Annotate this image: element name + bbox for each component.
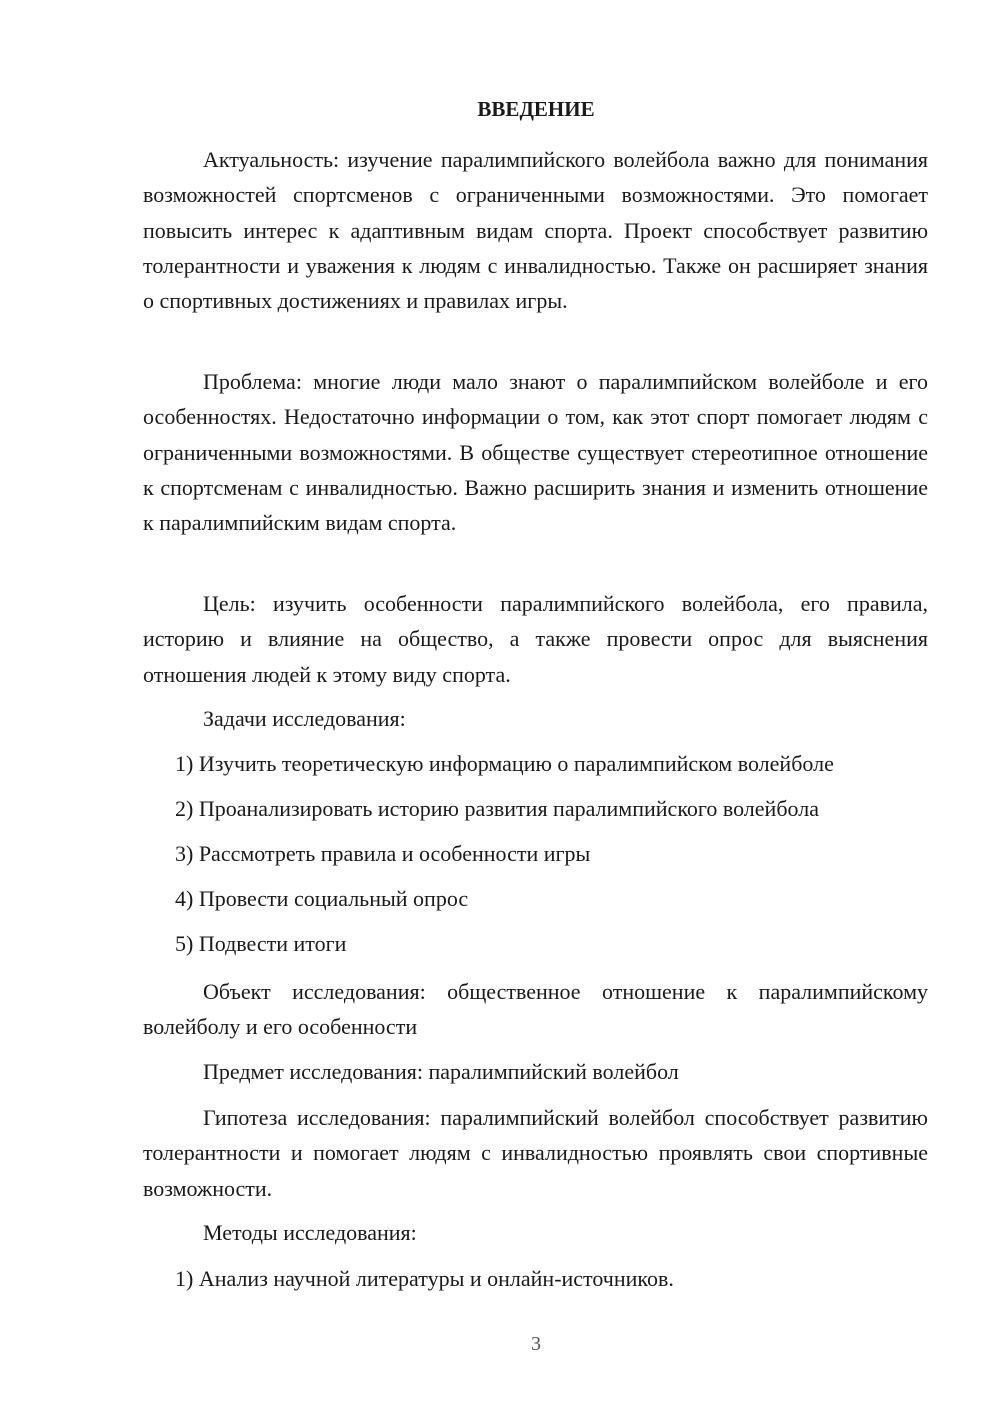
hypothesis-paragraph: Гипотеза исследования: паралимпийский волейбол способствует развитию толерантности и помогает людям с инвалидностью проявлять свои спортивные возможности. [143,1105,928,1201]
task-item-3: 3) Рассмотреть правила и особенности игры [175,841,591,866]
tasks-heading: Задачи исследования: [203,706,406,731]
task-item-4: 4) Провести социальный опрос [175,886,469,911]
subject-paragraph: Предмет исследования: паралимпийский волейбол [203,1059,679,1084]
methods-heading: Методы исследования: [203,1220,417,1245]
problem-paragraph: Проблема: многие люди мало знают о паралимпийском волейболе и его особенностях. Недостаточно информации о том, как этот спорт помогает людям с ограниченными возможностями. В обществе существует стереотипное отношение к спортсменам с инвалидностью. Важно расширить знания и изменить отношение к паралимпийским видам спорта. [143,369,928,536]
task-item-1: 1) Изучить теоретическую информацию о паралимпийском волейболе [175,751,834,776]
object-paragraph: Объект исследования: общественное отношение к паралимпийскому волейболу и его особенности [143,979,928,1040]
page-number: 3 [531,1333,541,1355]
method-item-1: 1) Анализ научной литературы и онлайн-источников. [175,1266,674,1291]
page-title: ВВЕДЕНИЕ [477,97,595,121]
relevance-paragraph: Актуальность: изучение паралимпийского волейбола важно для понимания возможностей спортсменов с ограниченными возможностями. Это помогает повысить интерес к адаптивным видам спорта. Проект способствует развитию толерантности и уважения к людям с инвалидностью. Также он расширяет знания о спортивных достижениях и правилах игры. [143,147,928,314]
task-item-2: 2) Проанализировать историю развития паралимпийского волейбола [175,796,819,821]
task-item-5: 5) Подвести итоги [175,931,347,956]
goal-paragraph: Цель: изучить особенности паралимпийского волейбола, его правила, историю и влияние на общество, а также провести опрос для выяснения отношения людей к этому виду спорта. [143,591,928,687]
